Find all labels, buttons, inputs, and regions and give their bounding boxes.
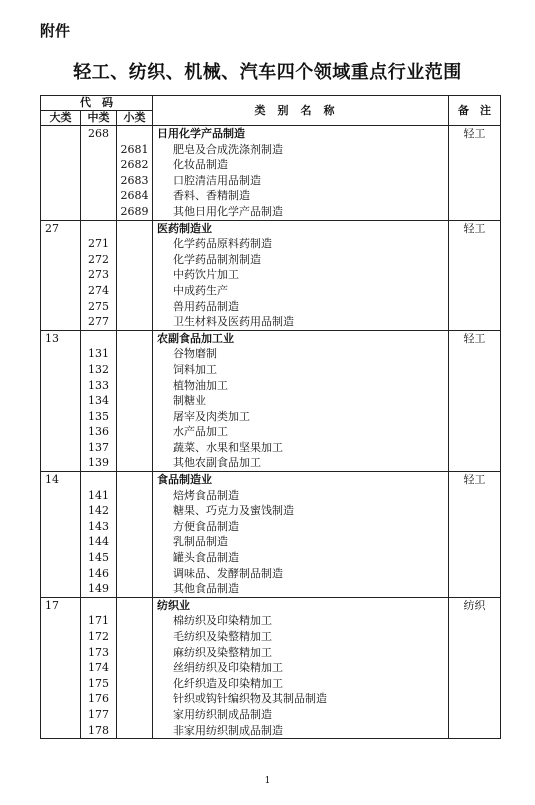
table-row — [41, 707, 501, 723]
category-name: 家用纺织制成品制造 — [153, 707, 449, 723]
note-cell — [449, 488, 501, 504]
mid-code — [81, 142, 117, 158]
table-row — [41, 424, 501, 440]
category-name: 卫生材料及医药用品制造 — [153, 314, 449, 330]
table-row — [41, 142, 501, 158]
mid-code: 137 — [81, 440, 117, 456]
table-row — [41, 472, 501, 488]
minor-code — [117, 362, 153, 378]
mid-code: 171 — [81, 613, 117, 629]
major-code — [41, 519, 81, 535]
note-cell — [449, 142, 501, 158]
mid-code: 134 — [81, 393, 117, 409]
attachment-label: 附件 — [40, 22, 71, 40]
category-name: 化学药品制剂制造 — [153, 252, 449, 268]
minor-code — [117, 534, 153, 550]
category-name: 香料、香精制造 — [153, 188, 449, 204]
note-cell — [449, 283, 501, 299]
minor-code — [117, 707, 153, 723]
major-code — [41, 488, 81, 504]
major-code — [41, 267, 81, 283]
major-code — [41, 252, 81, 268]
header-minor: 小类 — [117, 111, 153, 126]
industry-table — [40, 95, 501, 739]
table-row — [41, 534, 501, 550]
major-code — [41, 455, 81, 471]
table-row — [41, 299, 501, 315]
mid-code — [81, 188, 117, 204]
major-code — [41, 660, 81, 676]
note-cell — [449, 691, 501, 707]
header-note: 备 注 — [449, 96, 501, 126]
mid-code: 174 — [81, 660, 117, 676]
note-cell — [449, 314, 501, 330]
minor-code — [117, 676, 153, 692]
mid-code: 275 — [81, 299, 117, 315]
note-cell — [449, 424, 501, 440]
mid-code — [81, 173, 117, 189]
note-cell: 轻工 — [449, 126, 501, 142]
category-name: 饲料加工 — [153, 362, 449, 378]
category-name: 中成药生产 — [153, 283, 449, 299]
category-name: 针织或钩针编织物及其制品制造 — [153, 691, 449, 707]
note-cell — [449, 267, 501, 283]
category-name: 肥皂及合成洗涤剂制造 — [153, 142, 449, 158]
major-code — [41, 236, 81, 252]
major-code — [41, 629, 81, 645]
table-row — [41, 283, 501, 299]
minor-code — [117, 691, 153, 707]
category-name: 化学药品原料药制造 — [153, 236, 449, 252]
category-name: 食品制造业 — [153, 472, 449, 488]
mid-code: 145 — [81, 550, 117, 566]
mid-code: 132 — [81, 362, 117, 378]
table-row — [41, 188, 501, 204]
note-cell — [449, 723, 501, 739]
mid-code: 139 — [81, 455, 117, 471]
mid-code — [81, 204, 117, 220]
category-name: 水产品加工 — [153, 424, 449, 440]
table-body — [41, 126, 501, 739]
major-code — [41, 409, 81, 425]
mid-code: 143 — [81, 519, 117, 535]
category-name: 非家用纺织制成品制造 — [153, 723, 449, 739]
category-name: 麻纺织及染整精加工 — [153, 645, 449, 661]
mid-code: 144 — [81, 534, 117, 550]
minor-code — [117, 503, 153, 519]
category-name: 化妆品制造 — [153, 157, 449, 173]
major-code — [41, 142, 81, 158]
table-row — [41, 519, 501, 535]
header-major: 大类 — [41, 111, 81, 126]
mid-code — [81, 597, 117, 613]
mid-code: 172 — [81, 629, 117, 645]
note-cell — [449, 534, 501, 550]
mid-code: 149 — [81, 581, 117, 597]
category-name: 丝绢纺织及印染精加工 — [153, 660, 449, 676]
major-code — [41, 424, 81, 440]
table-row — [41, 362, 501, 378]
note-cell — [449, 707, 501, 723]
major-code — [41, 566, 81, 582]
category-name: 日用化学产品制造 — [153, 126, 449, 142]
category-name: 植物油加工 — [153, 378, 449, 394]
note-cell — [449, 346, 501, 362]
category-name: 制糖业 — [153, 393, 449, 409]
major-code — [41, 173, 81, 189]
minor-code — [117, 299, 153, 315]
minor-code — [117, 581, 153, 597]
minor-code — [117, 378, 153, 394]
minor-code — [117, 126, 153, 142]
category-name: 纺织业 — [153, 597, 449, 613]
mid-code: 142 — [81, 503, 117, 519]
category-name: 其他食品制造 — [153, 581, 449, 597]
table-row — [41, 252, 501, 268]
major-code: 17 — [41, 597, 81, 613]
table-row — [41, 378, 501, 394]
table-row — [41, 597, 501, 613]
major-code — [41, 126, 81, 142]
table-row — [41, 393, 501, 409]
minor-code — [117, 472, 153, 488]
mid-code: 146 — [81, 566, 117, 582]
minor-code — [117, 424, 153, 440]
category-name: 蔬菜、水果和坚果加工 — [153, 440, 449, 456]
category-name: 焙烤食品制造 — [153, 488, 449, 504]
note-cell — [449, 550, 501, 566]
mid-code: 173 — [81, 645, 117, 661]
mid-code: 176 — [81, 691, 117, 707]
note-cell: 轻工 — [449, 472, 501, 488]
major-code — [41, 645, 81, 661]
minor-code: 2683 — [117, 173, 153, 189]
category-name: 中药饮片加工 — [153, 267, 449, 283]
major-code — [41, 691, 81, 707]
minor-code — [117, 267, 153, 283]
major-code — [41, 613, 81, 629]
minor-code — [117, 613, 153, 629]
minor-code — [117, 346, 153, 362]
mid-code: 177 — [81, 707, 117, 723]
table-row — [41, 660, 501, 676]
note-cell — [449, 676, 501, 692]
major-code — [41, 393, 81, 409]
header-code: 代 码 — [41, 96, 153, 111]
mid-code: 133 — [81, 378, 117, 394]
category-name: 其他日用化学产品制造 — [153, 204, 449, 220]
major-code — [41, 676, 81, 692]
note-cell: 轻工 — [449, 330, 501, 346]
major-code — [41, 707, 81, 723]
minor-code — [117, 550, 153, 566]
major-code — [41, 157, 81, 173]
category-name: 化纤织造及印染精加工 — [153, 676, 449, 692]
header-mid: 中类 — [81, 111, 117, 126]
category-name: 乳制品制造 — [153, 534, 449, 550]
note-cell: 纺织 — [449, 597, 501, 613]
minor-code — [117, 660, 153, 676]
mid-code: 136 — [81, 424, 117, 440]
major-code — [41, 299, 81, 315]
major-code — [41, 378, 81, 394]
minor-code — [117, 723, 153, 739]
category-name: 毛纺织及染整精加工 — [153, 629, 449, 645]
mid-code: 268 — [81, 126, 117, 142]
note-cell — [449, 188, 501, 204]
page-number: 1 — [264, 776, 271, 786]
category-name: 医药制造业 — [153, 220, 449, 236]
note-cell — [449, 378, 501, 394]
table-row — [41, 267, 501, 283]
table-row — [41, 488, 501, 504]
major-code — [41, 581, 81, 597]
note-cell — [449, 519, 501, 535]
table-row — [41, 220, 501, 236]
major-code — [41, 440, 81, 456]
mid-code: 175 — [81, 676, 117, 692]
minor-code: 2684 — [117, 188, 153, 204]
major-code — [41, 314, 81, 330]
note-cell — [449, 393, 501, 409]
note-cell — [449, 157, 501, 173]
table-row — [41, 723, 501, 739]
mid-code: 141 — [81, 488, 117, 504]
note-cell — [449, 173, 501, 189]
category-name: 农副食品加工业 — [153, 330, 449, 346]
minor-code — [117, 252, 153, 268]
category-name: 棉纺织及印染精加工 — [153, 613, 449, 629]
major-code — [41, 503, 81, 519]
table-row — [41, 645, 501, 661]
mid-code — [81, 472, 117, 488]
major-code — [41, 362, 81, 378]
note-cell — [449, 613, 501, 629]
table-row — [41, 346, 501, 362]
major-code — [41, 188, 81, 204]
minor-code — [117, 645, 153, 661]
mid-code: 277 — [81, 314, 117, 330]
table-row — [41, 691, 501, 707]
note-cell — [449, 362, 501, 378]
note-cell — [449, 440, 501, 456]
minor-code — [117, 283, 153, 299]
minor-code — [117, 409, 153, 425]
note-cell — [449, 409, 501, 425]
mid-code — [81, 330, 117, 346]
header-name: 类别名称 — [153, 96, 449, 126]
minor-code — [117, 566, 153, 582]
note-cell — [449, 204, 501, 220]
table-row — [41, 204, 501, 220]
major-code: 14 — [41, 472, 81, 488]
table-row — [41, 236, 501, 252]
mid-code: 178 — [81, 723, 117, 739]
minor-code — [117, 455, 153, 471]
mid-code: 273 — [81, 267, 117, 283]
major-code — [41, 204, 81, 220]
category-name: 其他农副食品加工 — [153, 455, 449, 471]
table-row — [41, 613, 501, 629]
note-cell — [449, 252, 501, 268]
table-row — [41, 126, 501, 142]
minor-code: 2681 — [117, 142, 153, 158]
category-name: 谷物磨制 — [153, 346, 449, 362]
minor-code — [117, 597, 153, 613]
table-row — [41, 157, 501, 173]
category-name: 方便食品制造 — [153, 519, 449, 535]
table-row — [41, 503, 501, 519]
mid-code — [81, 220, 117, 236]
minor-code — [117, 393, 153, 409]
minor-code — [117, 629, 153, 645]
table-row — [41, 409, 501, 425]
minor-code — [117, 440, 153, 456]
mid-code: 272 — [81, 252, 117, 268]
table-row — [41, 173, 501, 189]
table-row — [41, 550, 501, 566]
table-row — [41, 676, 501, 692]
major-code — [41, 550, 81, 566]
table-row — [41, 314, 501, 330]
minor-code: 2682 — [117, 157, 153, 173]
major-code — [41, 723, 81, 739]
note-cell — [449, 581, 501, 597]
note-cell — [449, 660, 501, 676]
minor-code — [117, 330, 153, 346]
major-code — [41, 346, 81, 362]
category-name: 调味品、发酵制品制造 — [153, 566, 449, 582]
note-cell — [449, 236, 501, 252]
note-cell — [449, 629, 501, 645]
category-name: 罐头食品制造 — [153, 550, 449, 566]
table-row — [41, 330, 501, 346]
note-cell — [449, 503, 501, 519]
major-code: 13 — [41, 330, 81, 346]
minor-code — [117, 220, 153, 236]
page-title: 轻工、纺织、机械、汽车四个领域重点行业范围 — [73, 62, 462, 83]
minor-code: 2689 — [117, 204, 153, 220]
minor-code — [117, 519, 153, 535]
note-cell — [449, 566, 501, 582]
note-cell — [449, 455, 501, 471]
mid-code: 271 — [81, 236, 117, 252]
minor-code — [117, 488, 153, 504]
mid-code: 131 — [81, 346, 117, 362]
category-name: 屠宰及肉类加工 — [153, 409, 449, 425]
mid-code: 274 — [81, 283, 117, 299]
category-name: 兽用药品制造 — [153, 299, 449, 315]
table-row — [41, 440, 501, 456]
category-name: 糖果、巧克力及蜜饯制造 — [153, 503, 449, 519]
note-cell: 轻工 — [449, 220, 501, 236]
minor-code — [117, 236, 153, 252]
major-code: 27 — [41, 220, 81, 236]
mid-code — [81, 157, 117, 173]
mid-code: 135 — [81, 409, 117, 425]
category-name: 口腔清洁用品制造 — [153, 173, 449, 189]
major-code — [41, 534, 81, 550]
table-row — [41, 566, 501, 582]
note-cell — [449, 299, 501, 315]
table-row — [41, 581, 501, 597]
major-code — [41, 283, 81, 299]
minor-code — [117, 314, 153, 330]
table-row — [41, 629, 501, 645]
note-cell — [449, 645, 501, 661]
table-row — [41, 455, 501, 471]
